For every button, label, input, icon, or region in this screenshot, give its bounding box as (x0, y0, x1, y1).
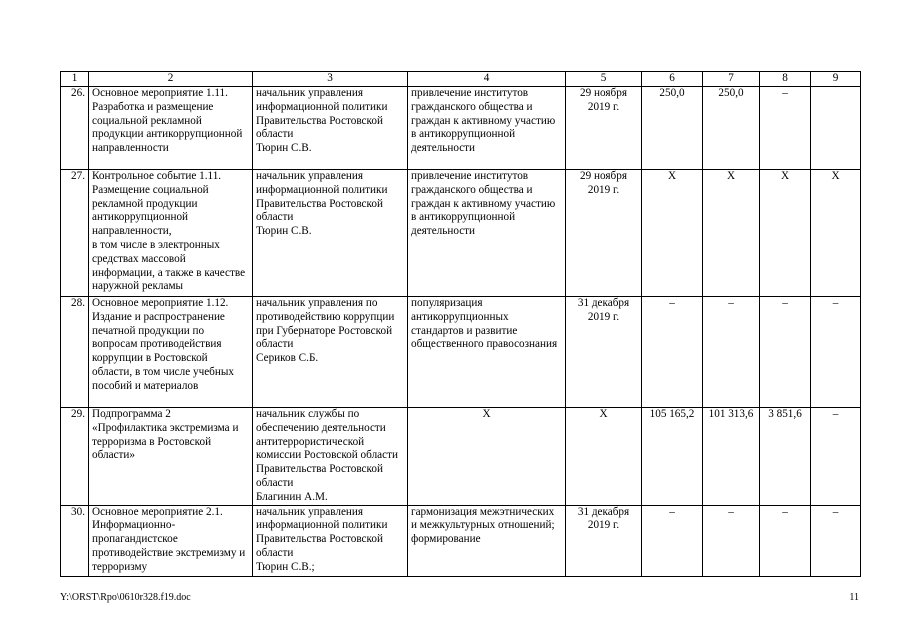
table-row (61, 408, 861, 506)
row-number: 27. (61, 170, 89, 297)
column-header: 8 (760, 72, 811, 87)
column-header: 9 (811, 72, 861, 87)
table-row (61, 505, 861, 576)
value-col6: – (642, 505, 703, 576)
value-col9: – (811, 408, 861, 506)
table-row (61, 170, 861, 297)
activity-name: Основное мероприятие 1.11. Разработка и размещение социальной рекламной продукции антикоррупционной направленности (89, 87, 253, 170)
row-number: 28. (61, 297, 89, 408)
value-col9 (811, 87, 861, 170)
responsible-executor: начальник управления информационной политики Правительства Ростовской области Тюрин С.В.; (253, 505, 408, 576)
table-row (61, 297, 861, 408)
deadline: 31 декабря 2019 г. (566, 297, 642, 408)
expected-result: привлечение институтов гражданского общества и граждан к активному участию в антикоррупционной деятельности (408, 87, 566, 170)
column-header: 7 (703, 72, 760, 87)
header-row (61, 72, 861, 87)
value-col6: 250,0 (642, 87, 703, 170)
value-col8: – (760, 297, 811, 408)
responsible-executor: начальник управления по противодействию коррупции при Губернаторе Ростовской области Сериков С.Б. (253, 297, 408, 408)
activity-name: Подпрограмма 2 «Профилактика экстремизма и терроризма в Ростовской области» (89, 408, 253, 506)
value-col8: – (760, 87, 811, 170)
deadline: Х (566, 408, 642, 506)
expected-result: Х (408, 408, 566, 506)
deadline: 31 декабря 2019 г. (566, 505, 642, 576)
value-col6: – (642, 297, 703, 408)
activity-name: Основное мероприятие 1.12. Издание и распространение печатной продукции по вопросам противодействия коррупции в Ростовской области, в том числе учебных пособий и материалов (89, 297, 253, 408)
value-col7: – (703, 297, 760, 408)
column-header: 3 (253, 72, 408, 87)
value-col7: – (703, 505, 760, 576)
table-row (61, 87, 861, 170)
row-number: 29. (61, 408, 89, 506)
value-col7: 101 313,6 (703, 408, 760, 506)
plan-table (60, 71, 861, 577)
value-col8: – (760, 505, 811, 576)
expected-result: привлечение институтов гражданского общества и граждан к активному участию в антикоррупционной деятельности (408, 170, 566, 297)
row-number: 30. (61, 505, 89, 576)
column-header: 4 (408, 72, 566, 87)
responsible-executor: начальник управления информационной политики Правительства Ростовской области Тюрин С.В. (253, 87, 408, 170)
value-col6: 105 165,2 (642, 408, 703, 506)
activity-name: Контрольное событие 1.11. Размещение социальной рекламной продукции антикоррупционной направленности, в том числе в электронных средствах массовой информации, а также в качестве наружной рекламы (89, 170, 253, 297)
footer-page-number: 11 (849, 592, 859, 603)
deadline: 29 ноября 2019 г. (566, 170, 642, 297)
responsible-executor: начальник службы по обеспечению деятельности антитеррористической комиссии Ростовской области Правительства Ростовской области Благинин А.М. (253, 408, 408, 506)
column-header: 1 (61, 72, 89, 87)
deadline: 29 ноября 2019 г. (566, 87, 642, 170)
expected-result: гармонизация межэтнических и межкультурных отношений; формирование (408, 505, 566, 576)
value-col6: Х (642, 170, 703, 297)
column-header: 6 (642, 72, 703, 87)
value-col7: Х (703, 170, 760, 297)
value-col8: 3 851,6 (760, 408, 811, 506)
activity-name: Основное мероприятие 2.1. Информационно-пропагандистское противодействие экстремизму и терроризму (89, 505, 253, 576)
responsible-executor: начальник управления информационной политики Правительства Ростовской области Тюрин С.В. (253, 170, 408, 297)
footer-file-path: Y:\ORST\Rpo\0610r328.f19.doc (60, 592, 191, 603)
value-col9: – (811, 297, 861, 408)
expected-result: популяризация антикоррупционных стандартов и развитие общественного правосознания (408, 297, 566, 408)
column-header: 2 (89, 72, 253, 87)
value-col8: Х (760, 170, 811, 297)
row-number: 26. (61, 87, 89, 170)
value-col9: – (811, 505, 861, 576)
value-col9: Х (811, 170, 861, 297)
column-header: 5 (566, 72, 642, 87)
value-col7: 250,0 (703, 87, 760, 170)
